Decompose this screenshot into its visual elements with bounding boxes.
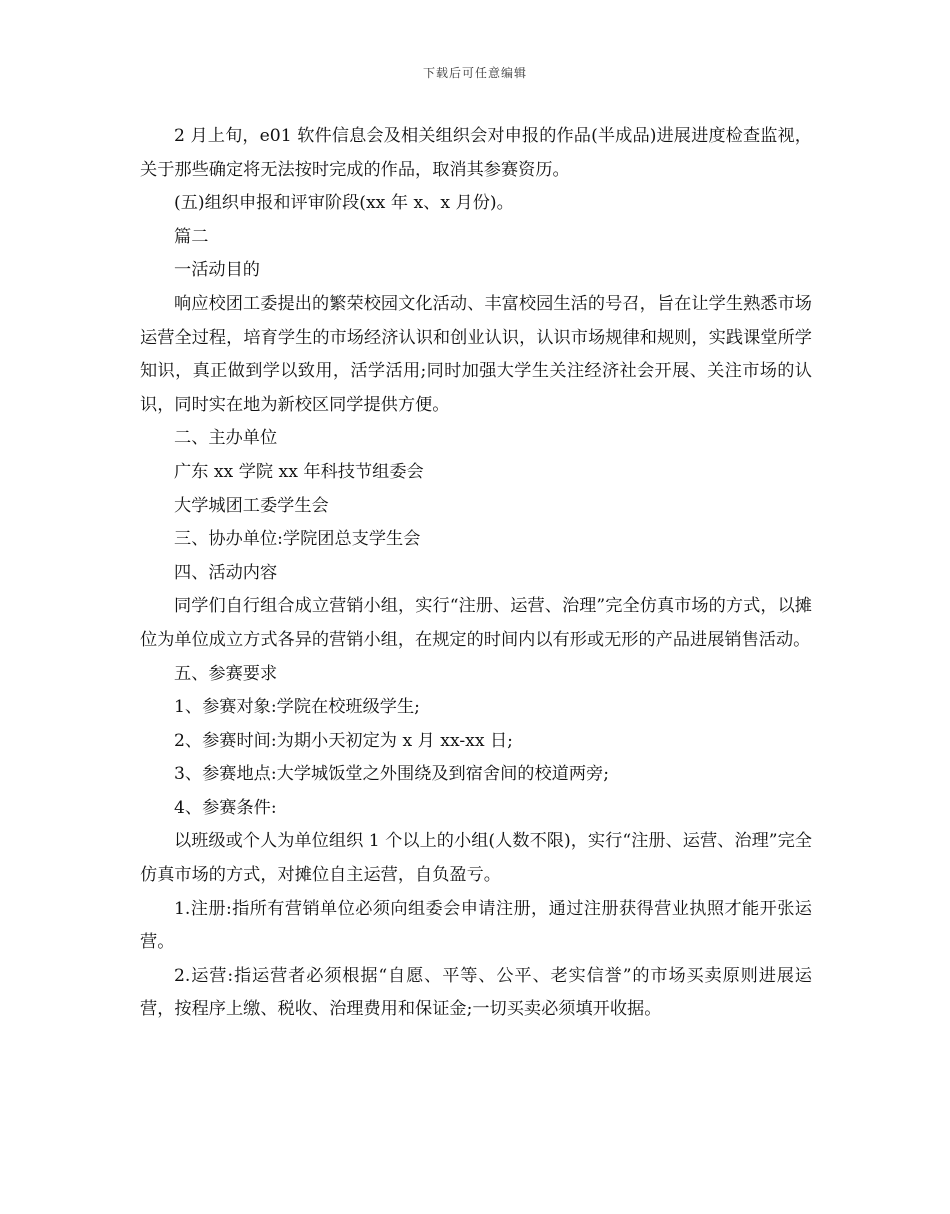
paragraph-registration: 1.注册:指所有营销单位必须向组委会申请注册，通过注册获得营业执照才能开张运营。 [140, 898, 812, 953]
section-heading-purpose: 一活动目的 [174, 260, 260, 281]
requirement-3: 3、参赛地点:大学城饭堂之外围绕及到宿舍间的校道两旁; [174, 764, 610, 785]
paragraph-operation: 2.运营:指运营者必须根据“自愿、平等、公平、老实信誉”的市场买卖原则进展运营，按程序上缴、税收、治理费用和保证金;一切买卖必须填开收据。 [140, 965, 812, 1020]
page-header: 下载后可任意编辑 [422, 66, 527, 80]
document-body [140, 120, 812, 1027]
paragraph-conditions: 以班级或个人为单位组织 1 个以上的小组(人数不限)，实行“注册、运营、治理”完全仿真市场的方式，对摊位自主运营，自负盈亏。 [140, 831, 812, 886]
paragraph-2: (五)组织申报和评审阶段(xx 年 x、x 月份)。 [174, 193, 514, 214]
section-heading-part2: 篇二 [174, 226, 209, 247]
requirement-1: 1、参赛对象:学院在校班级学生; [174, 697, 420, 718]
paragraph-1: 2 月上旬，e01 软件信息会及相关组织会对申报的作品(半成品)进展进度检查监视，关于那些确定将无法按时完成的作品，取消其参赛资历。 [140, 126, 812, 180]
organizer-2: 大学城团工委学生会 [174, 495, 329, 516]
requirement-4: 4、参赛条件: [174, 797, 277, 818]
paragraph-purpose: 响应校团工委提出的繁荣校园文化活动、丰富校园生活的号召，旨在让学生熟悉市场运营全过程，培育学生的市场经济认识和创业认识，认识市场规律和规则，实践课堂所学知识，真正做到学以致用，活学活用;同时加强大学生关注经济社会开展、关注市场的认识，同时实在地为新校区同学提供方便。 [140, 293, 812, 415]
requirement-2: 2、参赛时间:为期小天初定为 x 月 xx-xx 日; [174, 730, 513, 751]
co-organizer: 三、协办单位:学院团总支学生会 [174, 529, 421, 550]
paragraph-content: 同学们自行组合成立营销小组，实行“注册、运营、治理”完全仿真市场的方式，以摊位为单位成立方式各异的营销小组，在规定的时间内以有形或无形的产品进展销售活动。 [140, 596, 812, 650]
section-heading-organizer: 二、主办单位 [174, 428, 278, 449]
section-heading-requirements: 五、参赛要求 [174, 663, 278, 684]
organizer-1: 广东 xx 学院 xx 年科技节组委会 [174, 461, 424, 482]
section-heading-content: 四、活动内容 [174, 562, 278, 583]
